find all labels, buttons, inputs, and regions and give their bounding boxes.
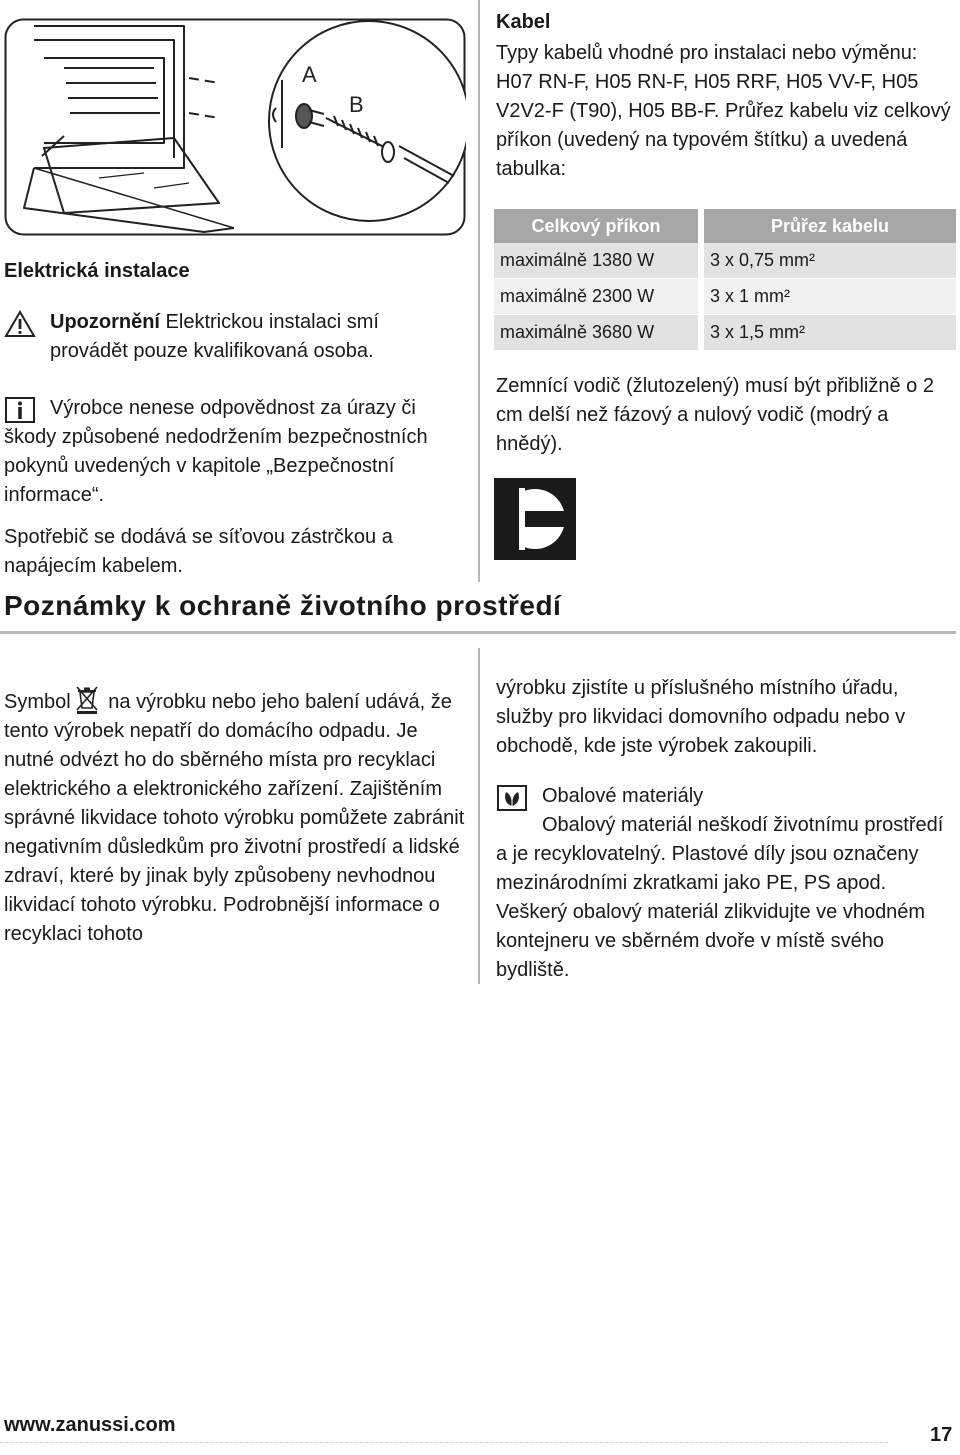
packaging-title: Obalové materiály [542,785,704,807]
table-header-row [494,209,956,243]
info-text: Výrobce nenese odpovědnost za úrazy či škody způsobené nedodržením bezpečnostních pokynů uvedených v kapitole „Bezpečnostní informace“. [4,397,428,506]
table-cell: 3 x 1,5 mm² [704,315,956,351]
electrical-heading: Elektrická instalace [4,260,190,282]
environment-heading: Poznámky k ochraně životního prostředí [4,590,562,621]
packaging-text: Obalový materiál neškodí životnímu prostředí a je recyklovatelný. Plastové díly jsou označeny mezinárodními zkratkami jako PE, PS apod. Veškerý obalový materiál zlikvidujte ve vhodném kontejneru ve sběrném dvoře v místě svého bydliště. [496,814,944,981]
label-b: B [349,92,364,117]
cable-title: Kabel [496,11,551,33]
table-cell: maximálně 3680 W [494,315,704,351]
footer-url: www.zanussi.com [4,1414,176,1436]
symbol-text: na výrobku nebo jeho balení udává, že tento výrobek nepatří do domácího odpadu. Je nutné odvézt ho do sběrného místa pro recyklaci elektrického a elektronického zařízení. Zajištěním správné likvidace tohoto výrobku pomůžete zabránit negativním důsledkům pro životní prostředí a lidské zdraví, které by jinak byly způsobeny nevhodnou likvidací tohoto výrobku. Podrobnější informace o recyklaci tohoto [4,691,465,945]
table-row [494,315,956,351]
cable-table [494,209,956,351]
warning-triangle-icon [4,310,36,338]
page-number: 17 [930,1424,953,1446]
symbol-prefix: Symbol [4,691,71,713]
table-header: Průřez kabelu [704,209,956,243]
warning-text: Elektrickou instalaci smí provádět pouze kvalifikovaná osoba. [50,311,379,362]
warning-label: Upozornění [50,311,160,333]
label-a: A [302,62,317,87]
table-header: Celkový příkon [494,209,704,243]
table-cell: maximálně 1380 W [494,243,704,279]
table-row [494,279,956,315]
table-row [494,243,956,279]
earth-wire-text: Zemnící vodič (žlutozelený) musí být přibližně o 2 cm delší než fázový a nulový vodič (modrý a hnědý). [496,375,934,455]
packaging-note [496,782,956,985]
environment-right-text: výrobku zjistíte u příslušného místního úřadu, služby pro likvidaci domovního odpadu nebo v obchodě, kde jste výrobek zakoupili. [496,677,906,757]
section-divider [0,631,956,634]
info-icon [4,396,36,424]
table-cell: 3 x 1 mm² [704,279,956,315]
oven-installation-illustration [4,18,466,236]
table-cell: maximálně 2300 W [494,279,704,315]
environment-left-text [4,684,466,949]
crossed-bin-icon [73,684,101,714]
column-divider-top [478,0,480,582]
cable-text: Typy kabelů vhodné pro instalaci nebo výměnu: H07 RN-F, H05 RN-F, H05 RRF, H05 VV-F, H05 V2V2-F (T90), H05 BB-F. Průřez kabelu viz celkový příkon (uvedený na typovém štítku) a uvedená tabulka: [496,42,951,180]
supply-text: Spotřebič se dodává se síťovou zástrčkou a napájecím kabelem. [4,526,393,577]
electrolux-logo [494,478,576,560]
info-note [4,394,444,510]
table-cell: 3 x 0,75 mm² [704,243,956,279]
packaging-leaf-icon [496,784,528,812]
footer-divider [0,1442,888,1443]
column-divider-bottom [478,648,480,984]
warning-note [4,308,444,366]
